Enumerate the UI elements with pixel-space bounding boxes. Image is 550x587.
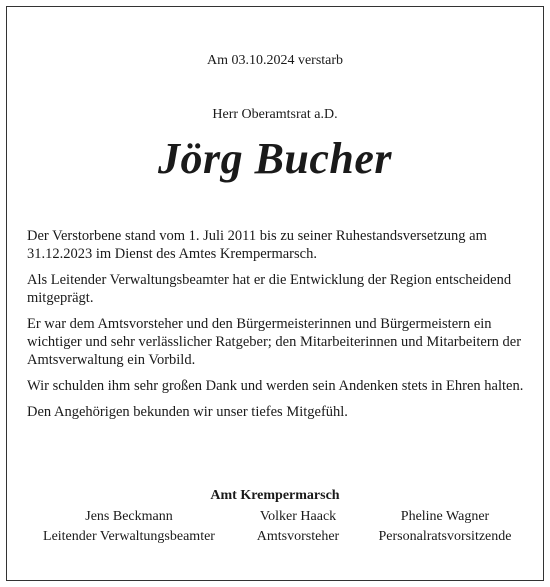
signatory-name: Volker Haack [259, 509, 337, 524]
organization-name: Amt Krempermarsch [210, 488, 340, 503]
paragraph-gratitude: Wir schulden ihm sehr großen Dank und werden sein Andenken stets in Ehren halten. [27, 378, 524, 394]
signatory-role: Amtsvorsteher [256, 529, 340, 544]
body-text [27, 227, 525, 429]
signatory-role: Leitender Verwaltungsbeamter [43, 529, 215, 544]
signatory [241, 507, 355, 547]
honorific-title: Herr Oberamtsrat a.D. [212, 107, 338, 122]
paragraph-condolence: Den Angehörigen bekunden wir unser tiefes Mitgefühl. [27, 404, 348, 420]
paragraph-role: Als Leitender Verwaltungsbeamter hat er die Entwicklung der Region entscheidend mitgeprägt. [27, 272, 512, 306]
signatory-name: Pheline Wagner [400, 509, 490, 524]
signatory [363, 507, 527, 547]
deceased-name: Jörg Bucher [157, 134, 393, 183]
signatory [25, 507, 233, 547]
signatory-name: Jens Beckmann [85, 509, 173, 524]
obituary-notice [6, 6, 544, 581]
paragraph-service: Der Verstorbene stand vom 1. Juli 2011 bis zu seiner Ruhestandsversetzung am 31.12.2023 im Dienst des Amtes Krempermarsch. [27, 228, 487, 262]
signatory-role: Personalratsvorsitzende [378, 529, 512, 544]
paragraph-advisor: Er war dem Amtsvorsteher und den Bürgermeisterinnen und Bürgermeistern ein wichtiger und sehr verlässlicher Ratgeber; den Mitarbeiterinnen und Mitarbeitern der Amtsverwaltung ein Vorbild. [27, 316, 522, 368]
intro-line: Am 03.10.2024 verstarb [206, 53, 344, 68]
